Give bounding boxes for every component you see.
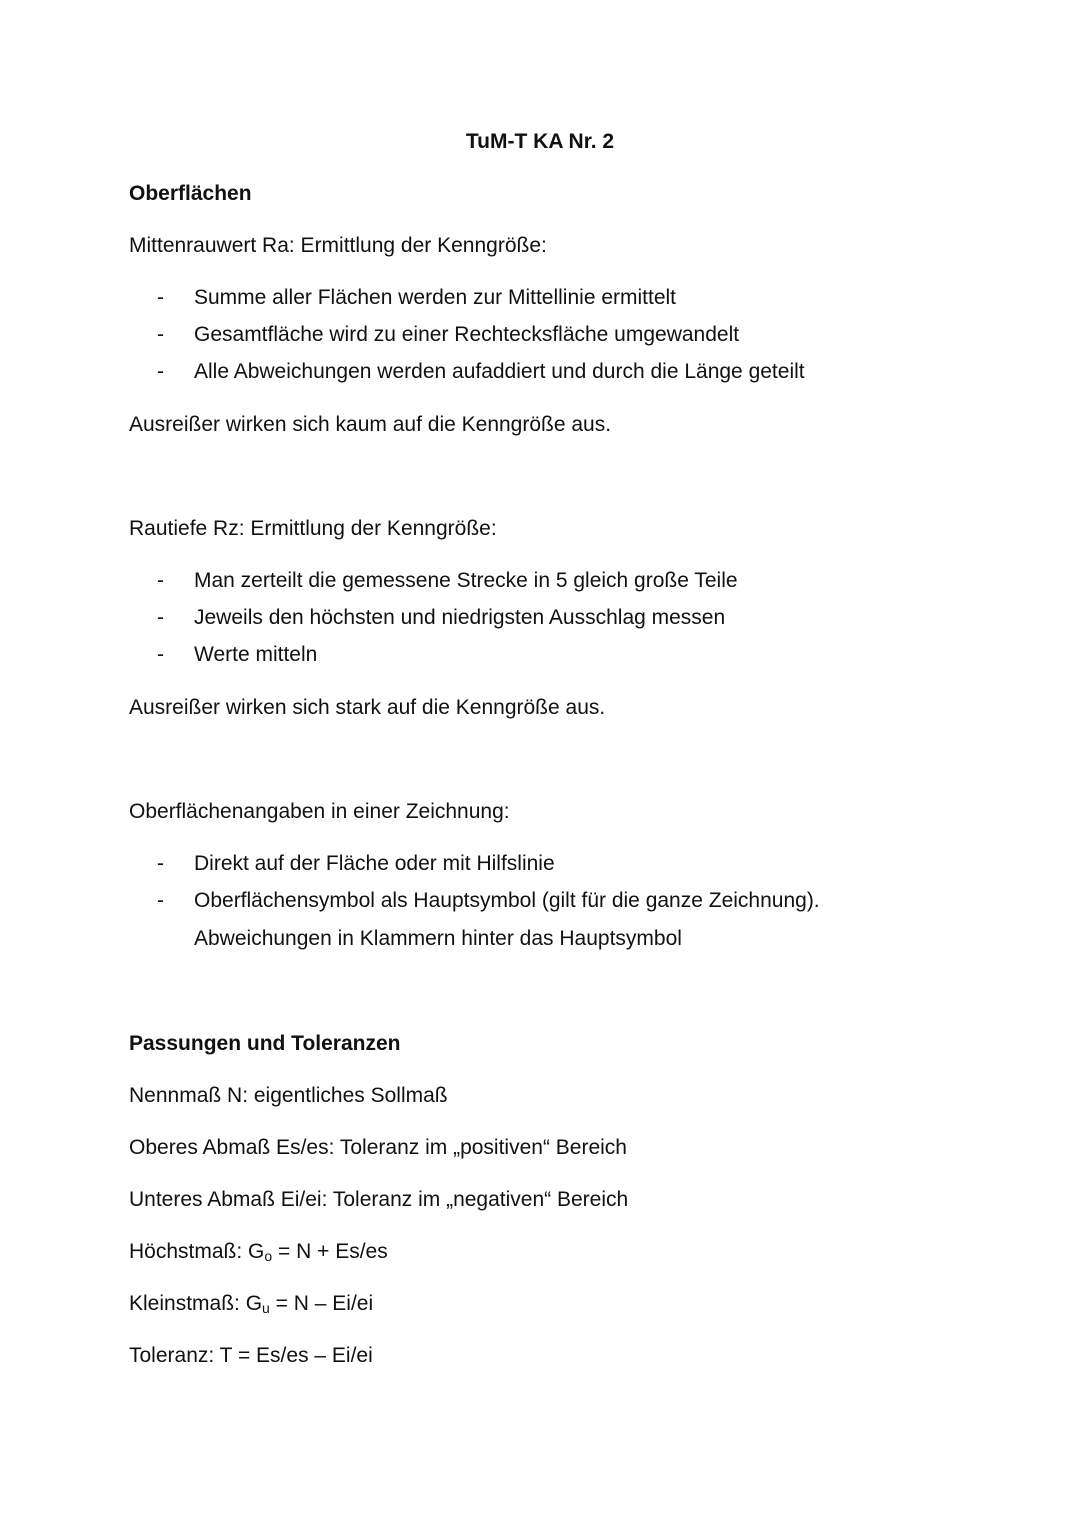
angaben-intro: Oberflächenangaben in einer Zeichnung: — [129, 800, 510, 823]
ra-bullet-2: Gesamtfläche wird zu einer Rechtecksfläche umgewandelt — [194, 323, 740, 346]
kleinstmass-subscript: u — [262, 1300, 270, 1316]
kleinstmass-prefix: Kleinstmaß: G — [129, 1292, 263, 1315]
ra-note: Ausreißer wirken sich kaum auf die Kenngröße aus. — [129, 413, 612, 436]
kleinstmass-formula: = N – Ei/ei — [269, 1292, 374, 1315]
bullet-dash: - — [157, 889, 164, 912]
angaben-bullet-1: Direkt auf der Fläche oder mit Hilfslinie — [194, 852, 555, 875]
ra-bullet-3: Alle Abweichungen werden aufaddiert und durch die Länge geteilt — [194, 360, 805, 383]
bullet-dash: - — [157, 360, 164, 383]
rz-bullet-3: Werte mitteln — [194, 643, 318, 666]
oberes-abmass-line: Oberes Abmaß Es/es: Toleranz im „positiven“ Bereich — [129, 1136, 627, 1159]
toleranz-line: Toleranz: T = Es/es – Ei/ei — [129, 1344, 373, 1367]
hoechstmass-line — [129, 1239, 388, 1269]
bullet-dash: - — [157, 323, 164, 346]
hoechstmass-prefix: Höchstmaß: G — [129, 1240, 265, 1263]
angaben-bullet-2-continued: Abweichungen in Klammern hinter das Hauptsymbol — [194, 927, 682, 950]
nennmass-line: Nennmaß N: eigentliches Sollmaß — [129, 1084, 448, 1107]
rz-bullet-2: Jeweils den höchsten und niedrigsten Ausschlag messen — [194, 606, 726, 629]
bullet-dash: - — [157, 606, 164, 629]
bullet-dash: - — [157, 286, 164, 309]
section-heading-oberflaechen: Oberflächen — [129, 182, 252, 205]
hoechstmass-formula: = N + Es/es — [272, 1240, 388, 1263]
rz-note: Ausreißer wirken sich stark auf die Kenngröße aus. — [129, 696, 606, 719]
kleinstmass-line — [129, 1291, 373, 1321]
hoechstmass-subscript: o — [264, 1248, 273, 1264]
unteres-abmass-line: Unteres Abmaß Ei/ei: Toleranz im „negativen“ Bereich — [129, 1188, 629, 1211]
ra-intro: Mittenrauwert Ra: Ermittlung der Kenngröße: — [129, 234, 547, 257]
bullet-dash: - — [157, 852, 164, 875]
rz-bullet-1: Man zerteilt die gemessene Strecke in 5 gleich große Teile — [194, 569, 738, 592]
rz-intro: Rautiefe Rz: Ermittlung der Kenngröße: — [129, 517, 497, 540]
document-title: TuM-T KA Nr. 2 — [465, 130, 615, 153]
bullet-dash: - — [157, 569, 164, 592]
angaben-bullet-2: Oberflächensymbol als Hauptsymbol (gilt für die ganze Zeichnung). — [194, 889, 820, 912]
section-heading-passungen: Passungen und Toleranzen — [129, 1032, 401, 1055]
ra-bullet-1: Summe aller Flächen werden zur Mittellinie ermittelt — [194, 286, 677, 309]
bullet-dash: - — [157, 643, 164, 666]
